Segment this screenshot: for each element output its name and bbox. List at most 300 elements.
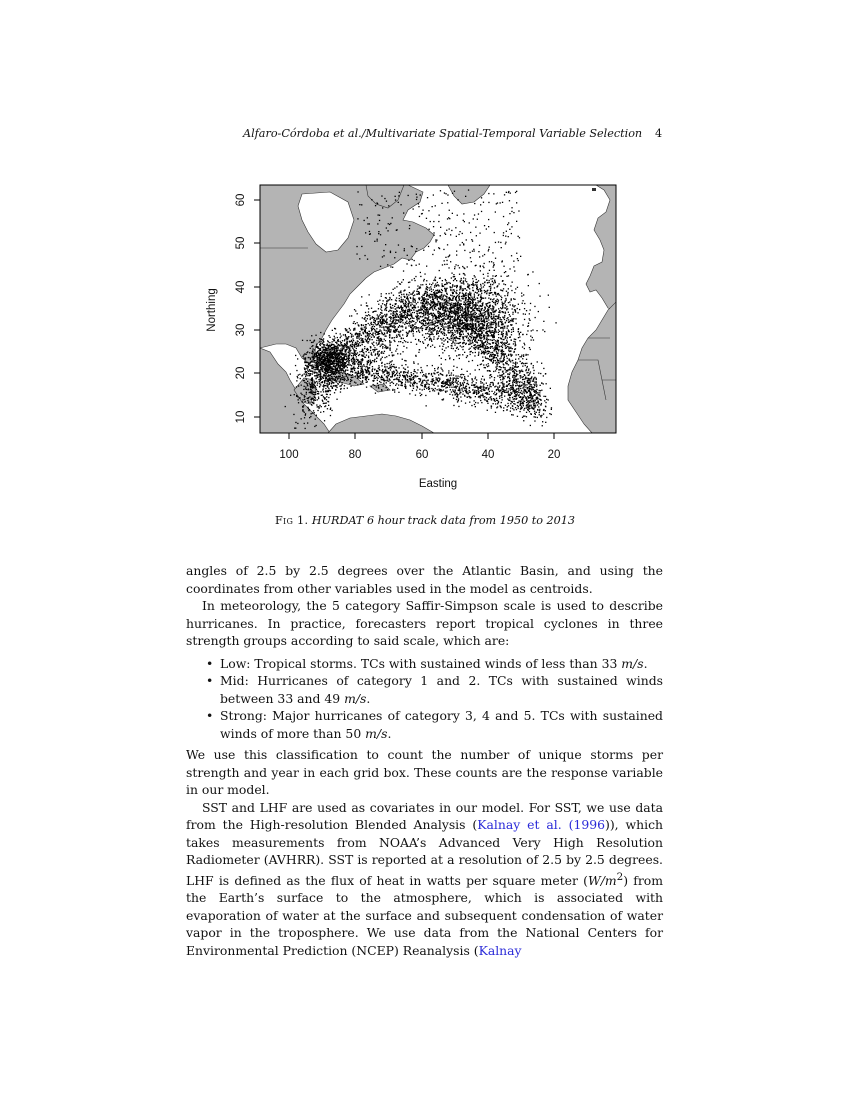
track-point bbox=[334, 376, 335, 377]
track-point bbox=[355, 382, 356, 383]
track-point bbox=[479, 314, 480, 315]
track-point bbox=[459, 322, 460, 323]
track-point bbox=[398, 305, 399, 306]
track-point bbox=[309, 383, 310, 384]
track-point bbox=[513, 403, 514, 404]
track-point bbox=[512, 367, 513, 368]
track-point bbox=[359, 339, 360, 340]
track-point bbox=[378, 340, 379, 341]
track-point bbox=[426, 296, 427, 297]
track-point bbox=[498, 390, 499, 391]
track-point bbox=[322, 342, 323, 343]
track-point bbox=[377, 338, 378, 339]
track-point bbox=[495, 345, 496, 346]
track-point bbox=[317, 399, 318, 400]
track-point bbox=[311, 389, 312, 390]
track-point bbox=[310, 359, 311, 360]
track-point bbox=[370, 361, 371, 362]
track-point bbox=[336, 333, 337, 334]
track-point bbox=[381, 324, 382, 325]
track-point bbox=[502, 342, 503, 343]
track-point bbox=[338, 366, 339, 367]
track-point bbox=[468, 393, 469, 394]
track-point bbox=[393, 317, 394, 318]
track-point bbox=[437, 368, 438, 369]
track-point bbox=[508, 405, 509, 406]
track-point bbox=[296, 386, 297, 387]
track-point bbox=[393, 311, 394, 312]
track-point bbox=[331, 371, 332, 372]
track-point bbox=[465, 336, 466, 337]
track-point bbox=[475, 344, 476, 345]
track-point bbox=[388, 326, 389, 327]
track-point bbox=[366, 340, 367, 341]
track-point bbox=[449, 386, 450, 387]
track-point bbox=[307, 385, 308, 386]
track-point bbox=[312, 351, 313, 352]
track-point bbox=[351, 375, 352, 376]
track-point bbox=[456, 399, 457, 400]
track-point bbox=[354, 382, 355, 383]
track-point bbox=[345, 373, 346, 374]
track-point bbox=[420, 367, 421, 368]
track-point bbox=[290, 395, 291, 396]
track-point bbox=[408, 282, 409, 283]
track-point bbox=[381, 307, 382, 308]
track-point bbox=[312, 378, 313, 379]
track-point bbox=[416, 291, 417, 292]
track-point bbox=[333, 352, 334, 353]
track-point bbox=[436, 326, 437, 327]
track-point bbox=[369, 335, 370, 336]
track-point bbox=[502, 347, 503, 348]
track-point bbox=[522, 358, 523, 359]
track-point bbox=[533, 367, 534, 368]
track-point bbox=[384, 314, 385, 315]
track-point bbox=[395, 311, 396, 312]
track-point bbox=[359, 351, 360, 352]
track-point bbox=[368, 331, 369, 332]
track-point bbox=[539, 392, 540, 393]
track-point bbox=[402, 330, 403, 331]
track-point bbox=[446, 334, 447, 335]
track-point bbox=[458, 294, 459, 295]
track-point bbox=[397, 323, 398, 324]
track-point bbox=[455, 315, 456, 316]
track-point bbox=[539, 414, 540, 415]
track-point bbox=[396, 307, 397, 308]
track-point bbox=[429, 330, 430, 331]
track-point bbox=[424, 337, 425, 338]
track-point bbox=[450, 287, 451, 288]
track-point bbox=[384, 323, 385, 324]
track-point bbox=[475, 387, 476, 388]
track-point bbox=[409, 393, 410, 394]
track-point bbox=[525, 384, 526, 385]
track-point bbox=[416, 326, 417, 327]
track-point bbox=[456, 343, 457, 344]
track-point bbox=[327, 408, 328, 409]
track-point bbox=[325, 388, 326, 389]
track-point bbox=[351, 315, 352, 316]
track-point bbox=[354, 361, 355, 362]
track-point bbox=[423, 313, 424, 314]
track-point bbox=[493, 371, 494, 372]
track-point bbox=[402, 316, 403, 317]
track-point bbox=[483, 364, 484, 365]
track-point bbox=[340, 376, 341, 377]
track-point bbox=[305, 415, 306, 416]
track-point bbox=[312, 364, 313, 365]
track-point bbox=[530, 371, 531, 372]
track-point bbox=[354, 351, 355, 352]
track-point bbox=[516, 388, 517, 389]
track-point bbox=[313, 367, 314, 368]
track-point bbox=[387, 380, 388, 381]
track-point bbox=[523, 409, 524, 410]
track-point bbox=[449, 394, 450, 395]
track-point bbox=[411, 314, 412, 315]
track-point bbox=[429, 296, 430, 297]
track-point bbox=[341, 377, 342, 378]
track-point bbox=[409, 381, 410, 382]
track-point bbox=[425, 380, 426, 381]
track-point bbox=[318, 398, 319, 399]
track-point bbox=[418, 339, 419, 340]
track-point bbox=[389, 355, 390, 356]
track-point bbox=[483, 317, 484, 318]
track-point bbox=[428, 373, 429, 374]
track-point bbox=[329, 384, 330, 385]
track-point bbox=[527, 354, 528, 355]
track-point bbox=[340, 350, 341, 351]
track-point bbox=[340, 391, 341, 392]
track-point bbox=[459, 393, 460, 394]
track-point bbox=[330, 370, 331, 371]
track-point bbox=[370, 319, 371, 320]
track-point bbox=[355, 350, 356, 351]
track-point bbox=[378, 387, 379, 388]
track-point bbox=[387, 326, 388, 327]
track-point bbox=[307, 407, 308, 408]
track-point bbox=[473, 313, 474, 314]
track-point bbox=[493, 362, 494, 363]
track-point bbox=[454, 394, 455, 395]
track-point bbox=[356, 356, 357, 357]
track-point bbox=[458, 381, 459, 382]
track-point bbox=[304, 423, 305, 424]
track-point bbox=[356, 344, 357, 345]
track-point bbox=[391, 292, 392, 293]
track-point bbox=[386, 304, 387, 305]
track-point bbox=[316, 353, 317, 354]
track-point bbox=[491, 355, 492, 356]
track-point bbox=[513, 381, 514, 382]
track-point bbox=[352, 338, 353, 339]
track-point bbox=[495, 325, 496, 326]
track-point bbox=[479, 369, 480, 370]
track-point bbox=[509, 358, 510, 359]
track-point bbox=[499, 358, 500, 359]
track-point bbox=[332, 356, 333, 357]
track-point bbox=[329, 358, 330, 359]
track-point bbox=[448, 332, 449, 333]
track-point bbox=[361, 355, 362, 356]
track-point bbox=[344, 340, 345, 341]
track-point bbox=[377, 378, 378, 379]
track-point bbox=[331, 381, 332, 382]
track-point bbox=[526, 367, 527, 368]
track-point bbox=[462, 349, 463, 350]
track-point bbox=[357, 338, 358, 339]
track-point bbox=[386, 324, 387, 325]
track-point bbox=[403, 315, 404, 316]
track-point bbox=[405, 364, 406, 365]
track-point bbox=[360, 378, 361, 379]
track-point bbox=[305, 375, 306, 376]
track-point bbox=[317, 357, 318, 358]
track-point bbox=[321, 347, 322, 348]
track-point bbox=[469, 339, 470, 340]
track-point bbox=[314, 396, 315, 397]
track-point bbox=[382, 341, 383, 342]
track-point bbox=[297, 377, 298, 378]
track-point bbox=[514, 404, 515, 405]
track-point bbox=[417, 313, 418, 314]
track-point bbox=[397, 375, 398, 376]
track-point bbox=[508, 384, 509, 385]
track-point bbox=[516, 354, 517, 355]
track-point bbox=[495, 360, 496, 361]
track-point bbox=[344, 385, 345, 386]
track-point bbox=[403, 346, 404, 347]
track-point bbox=[365, 339, 366, 340]
track-point bbox=[354, 354, 355, 355]
track-point bbox=[311, 385, 312, 386]
track-point bbox=[538, 403, 539, 404]
track-point bbox=[533, 379, 534, 380]
track-point bbox=[352, 377, 353, 378]
hurricane-track-figure bbox=[198, 180, 638, 500]
track-point bbox=[377, 351, 378, 352]
track-point bbox=[338, 364, 339, 365]
track-point bbox=[399, 374, 400, 375]
track-point bbox=[395, 300, 396, 301]
track-point bbox=[359, 342, 360, 343]
track-point bbox=[518, 389, 519, 390]
track-point bbox=[532, 380, 533, 381]
track-point bbox=[350, 350, 351, 351]
track-point bbox=[407, 367, 408, 368]
track-point bbox=[394, 379, 395, 380]
track-point bbox=[390, 376, 391, 377]
track-point bbox=[369, 367, 370, 368]
track-point bbox=[339, 372, 340, 373]
track-point bbox=[405, 388, 406, 389]
track-point bbox=[503, 361, 504, 362]
track-point bbox=[424, 380, 425, 381]
track-point bbox=[539, 394, 540, 395]
track-point bbox=[321, 341, 322, 342]
track-point bbox=[339, 381, 340, 382]
track-point bbox=[413, 321, 414, 322]
track-point bbox=[376, 342, 377, 343]
track-point bbox=[342, 346, 343, 347]
track-point bbox=[406, 317, 407, 318]
track-point bbox=[378, 375, 379, 376]
track-point bbox=[479, 347, 480, 348]
track-point bbox=[312, 391, 313, 392]
track-point bbox=[366, 302, 367, 303]
track-point bbox=[520, 376, 521, 377]
track-point bbox=[384, 309, 385, 310]
track-point bbox=[507, 346, 508, 347]
track-point bbox=[361, 368, 362, 369]
track-point bbox=[308, 402, 309, 403]
track-point bbox=[445, 387, 446, 388]
track-point bbox=[545, 373, 546, 374]
track-point bbox=[438, 367, 439, 368]
track-point bbox=[493, 384, 494, 385]
track-point bbox=[404, 340, 405, 341]
track-point bbox=[326, 353, 327, 354]
track-point bbox=[380, 359, 381, 360]
track-point bbox=[399, 318, 400, 319]
track-point bbox=[414, 324, 415, 325]
track-point bbox=[340, 342, 341, 343]
track-point bbox=[347, 364, 348, 365]
track-point bbox=[426, 280, 427, 281]
track-point bbox=[514, 375, 515, 376]
track-point bbox=[318, 369, 319, 370]
track-point bbox=[505, 405, 506, 406]
track-point bbox=[342, 384, 343, 385]
track-point bbox=[312, 402, 313, 403]
track-point bbox=[386, 322, 387, 323]
track-point bbox=[330, 354, 331, 355]
track-point bbox=[310, 371, 311, 372]
track-point bbox=[524, 375, 525, 376]
track-point bbox=[430, 322, 431, 323]
track-point bbox=[313, 394, 314, 395]
track-point bbox=[541, 415, 542, 416]
track-point bbox=[518, 366, 519, 367]
track-point bbox=[536, 381, 537, 382]
track-point bbox=[345, 328, 346, 329]
track-point bbox=[356, 337, 357, 338]
track-point bbox=[395, 304, 396, 305]
track-point bbox=[528, 400, 529, 401]
track-point bbox=[327, 391, 328, 392]
track-point bbox=[477, 402, 478, 403]
track-point bbox=[345, 365, 346, 366]
track-point bbox=[483, 312, 484, 313]
track-point bbox=[455, 375, 456, 376]
track-point bbox=[423, 280, 424, 281]
track-point bbox=[410, 294, 411, 295]
track-point bbox=[305, 413, 306, 414]
track-point bbox=[497, 400, 498, 401]
track-point bbox=[384, 374, 385, 375]
track-point bbox=[400, 331, 401, 332]
track-point bbox=[393, 323, 394, 324]
track-point bbox=[484, 396, 485, 397]
track-point bbox=[493, 398, 494, 399]
track-point bbox=[441, 283, 442, 284]
track-point bbox=[545, 410, 546, 411]
track-point bbox=[529, 386, 530, 387]
track-point bbox=[315, 369, 316, 370]
track-point bbox=[345, 336, 346, 337]
track-point bbox=[505, 376, 506, 377]
track-point bbox=[372, 326, 373, 327]
track-point bbox=[507, 369, 508, 370]
track-point bbox=[434, 279, 435, 280]
track-point bbox=[406, 306, 407, 307]
track-point bbox=[537, 400, 538, 401]
track-point bbox=[376, 349, 377, 350]
track-point bbox=[398, 384, 399, 385]
track-point bbox=[489, 394, 490, 395]
track-point bbox=[536, 386, 537, 387]
track-point bbox=[440, 373, 441, 374]
track-point bbox=[432, 315, 433, 316]
track-point bbox=[402, 320, 403, 321]
track-point bbox=[316, 415, 317, 416]
track-point bbox=[375, 334, 376, 335]
track-point bbox=[523, 397, 524, 398]
track-point bbox=[388, 381, 389, 382]
track-point bbox=[347, 370, 348, 371]
track-point bbox=[513, 341, 514, 342]
track-point bbox=[330, 415, 331, 416]
track-point bbox=[311, 405, 312, 406]
track-point bbox=[460, 382, 461, 383]
track-point bbox=[512, 360, 513, 361]
track-point bbox=[377, 314, 378, 315]
track-point bbox=[346, 376, 347, 377]
track-point bbox=[551, 414, 552, 415]
track-point bbox=[314, 349, 315, 350]
track-point bbox=[370, 317, 371, 318]
track-point bbox=[455, 378, 456, 379]
track-point bbox=[535, 414, 536, 415]
track-point bbox=[478, 355, 479, 356]
track-point bbox=[481, 402, 482, 403]
track-point bbox=[501, 382, 502, 383]
track-point bbox=[393, 289, 394, 290]
track-point bbox=[454, 392, 455, 393]
track-point bbox=[514, 398, 515, 399]
track-point bbox=[537, 398, 538, 399]
track-point bbox=[453, 379, 454, 380]
track-point bbox=[492, 346, 493, 347]
track-point bbox=[521, 390, 522, 391]
track-point bbox=[407, 309, 408, 310]
track-point bbox=[396, 286, 397, 287]
track-point bbox=[518, 388, 519, 389]
track-point bbox=[487, 370, 488, 371]
track-point bbox=[359, 331, 360, 332]
track-point bbox=[413, 305, 414, 306]
track-point bbox=[327, 387, 328, 388]
track-point bbox=[400, 353, 401, 354]
track-point bbox=[527, 382, 528, 383]
track-point bbox=[389, 310, 390, 311]
track-point bbox=[364, 330, 365, 331]
track-point bbox=[325, 349, 326, 350]
track-point bbox=[314, 412, 315, 413]
